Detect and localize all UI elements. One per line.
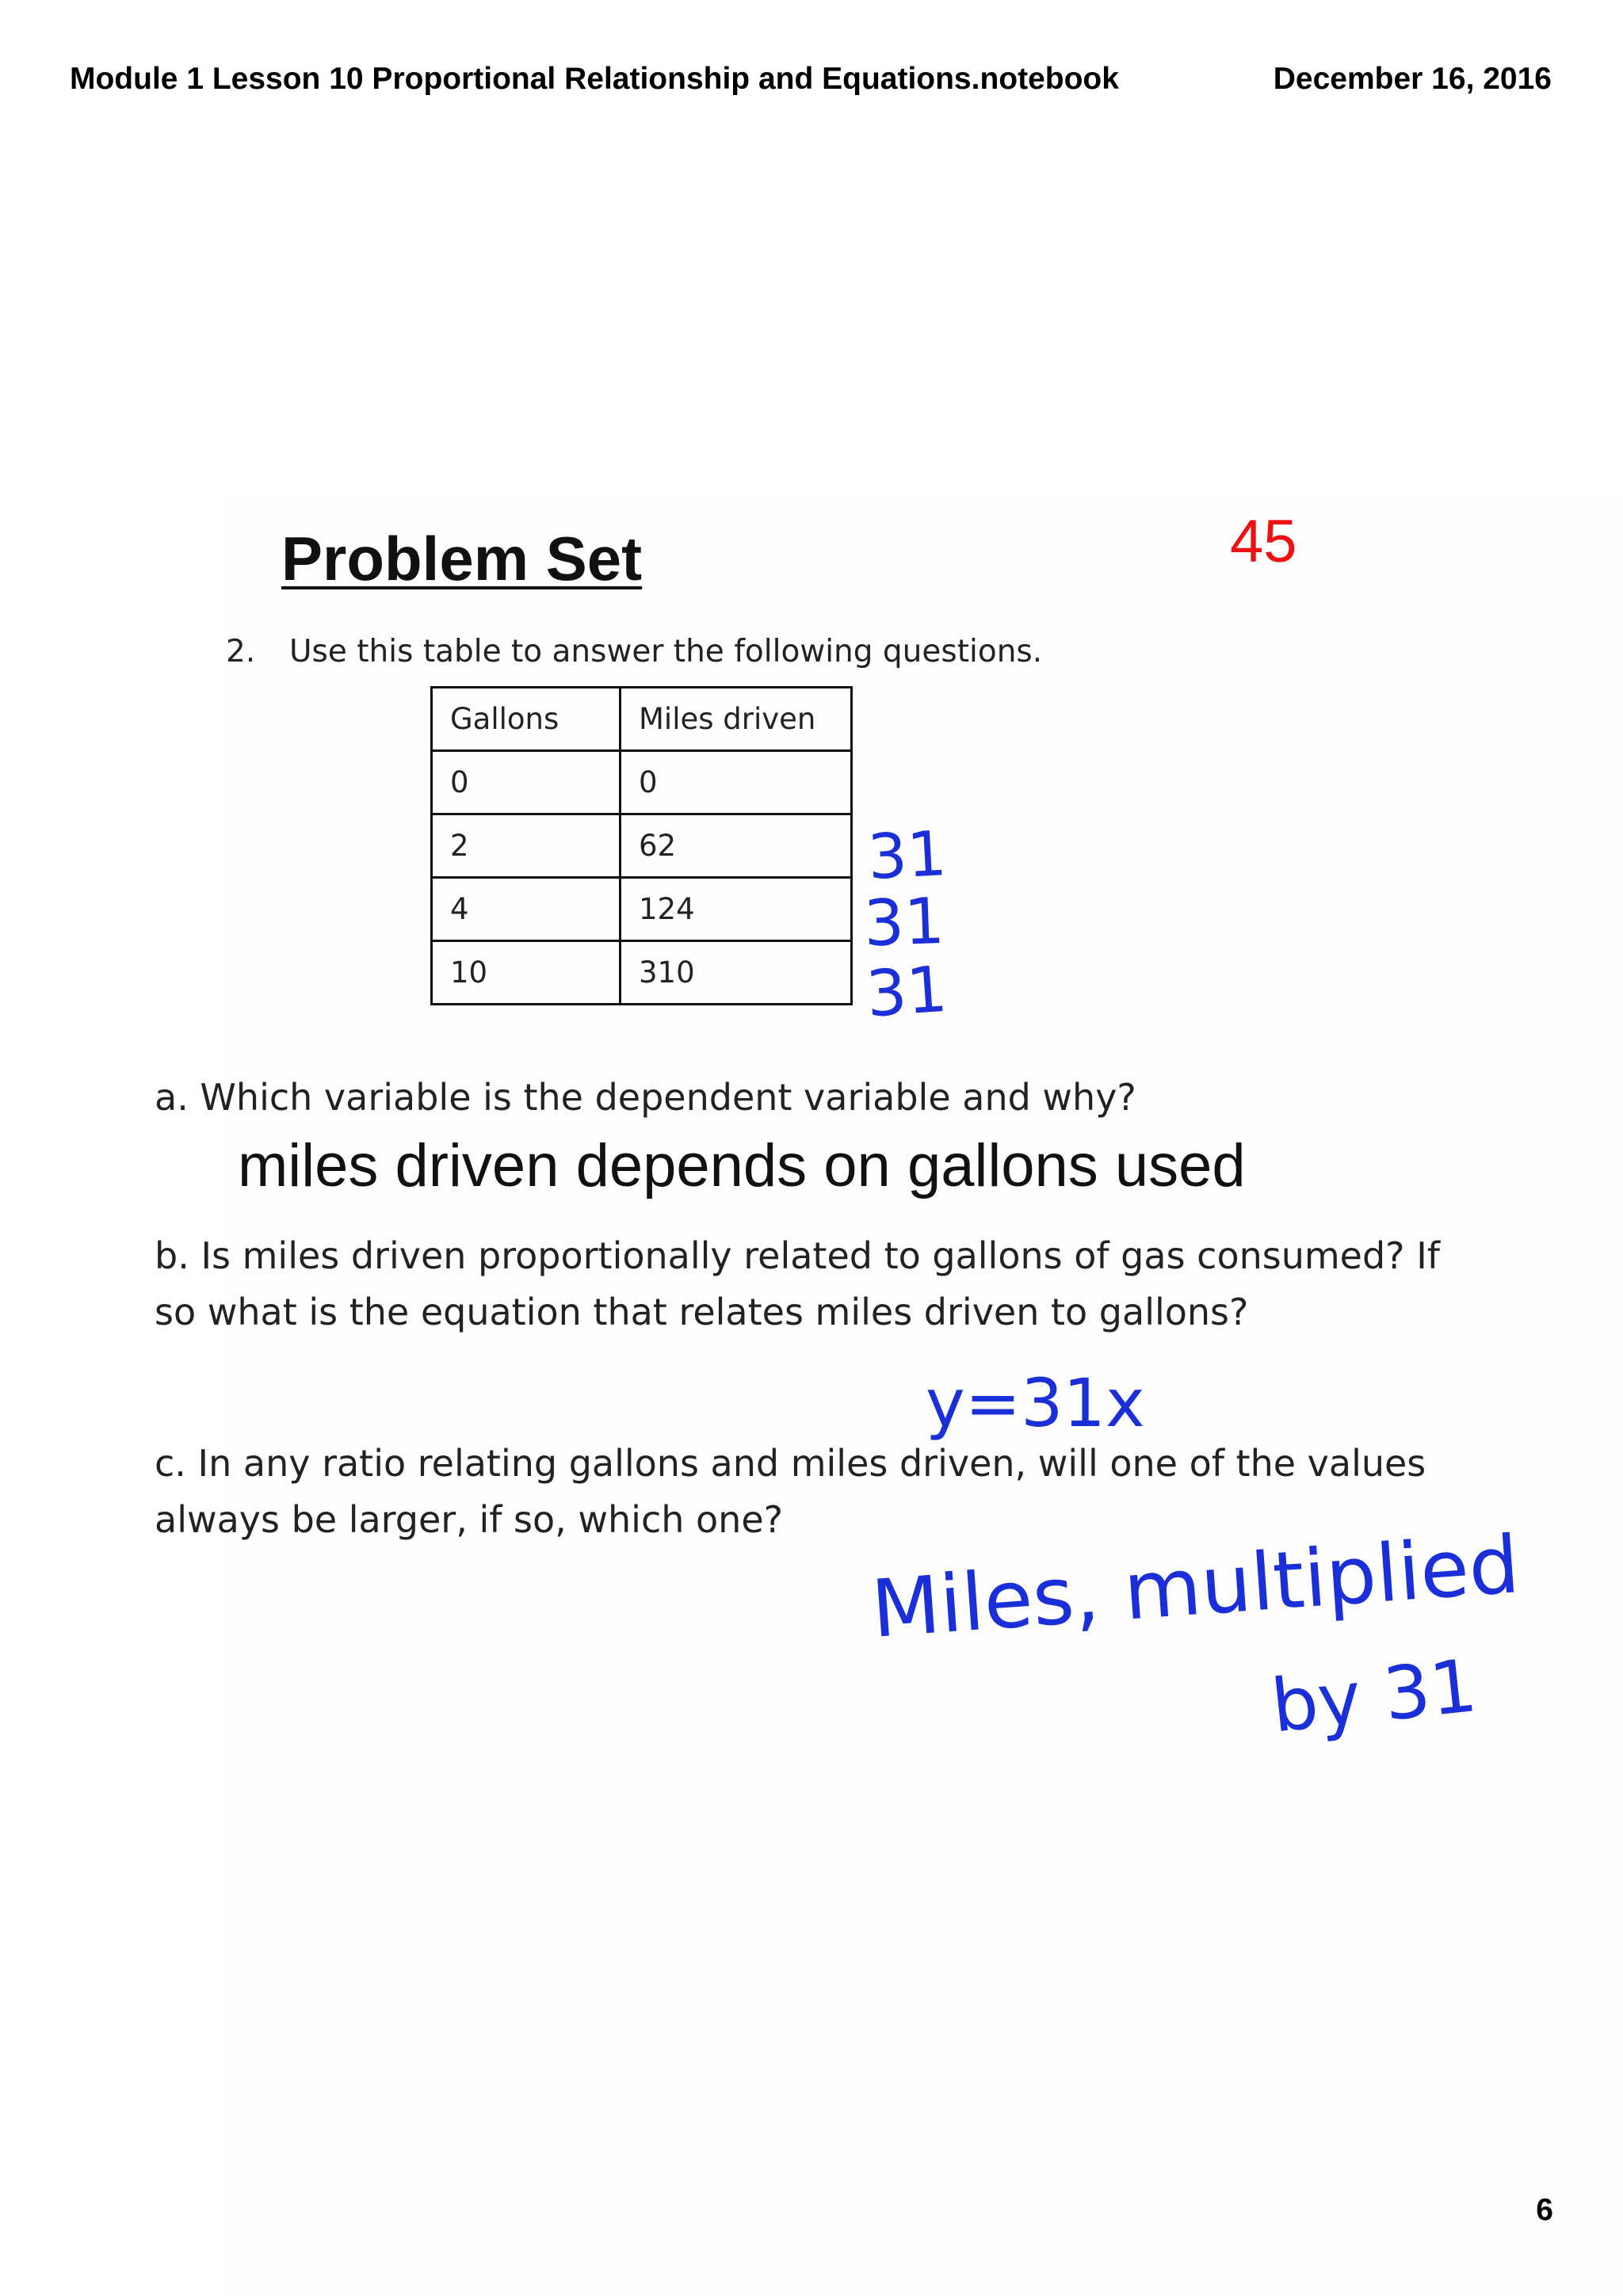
handwritten-equation: y=31x [926, 1364, 1145, 1442]
page-number: 6 [1536, 2193, 1553, 2227]
notebook-date: December 16, 2016 [1273, 62, 1552, 96]
answer-a: miles driven depends on gallons used [238, 1132, 1246, 1199]
gallons-miles-table [430, 686, 853, 1005]
problem-set-title: Problem Set [281, 524, 643, 593]
handwritten-answer-line1: Miles, multiplied [868, 1517, 1522, 1656]
question-a: a. Which variable is the dependent variable and why? [155, 1076, 1136, 1119]
question-intro-text: Use this table to answer the following questions. [289, 634, 1043, 669]
question-number: 2. [226, 634, 256, 669]
handwritten-ratio: 31 [865, 818, 949, 894]
table-cell: 10 [432, 941, 621, 1005]
handwritten-ratio: 31 [864, 952, 950, 1032]
question-b-line1: b. Is miles driven proportionally related to gallons of gas consumed? If [155, 1234, 1440, 1277]
column-header-miles: Miles driven [621, 688, 852, 751]
table-cell: 124 [621, 878, 852, 941]
table-header-row [432, 688, 852, 751]
question-c [155, 1436, 1502, 1548]
notebook-title: Module 1 Lesson 10 Proportional Relationship and Equations.notebook [70, 62, 1119, 96]
table-cell: 4 [432, 878, 621, 941]
table-row [432, 751, 852, 814]
table-cell: 2 [432, 814, 621, 878]
question-b-line2: so what is the equation that relates miles driven to gallons? [155, 1291, 1249, 1333]
column-header-gallons: Gallons [432, 688, 621, 751]
table-cell: 0 [432, 751, 621, 814]
table-row [432, 878, 852, 941]
table-row [432, 941, 852, 1005]
question-c-line2: always be larger, if so, which one? [155, 1498, 784, 1541]
table-cell: 310 [621, 941, 852, 1005]
handwritten-ratio: 31 [862, 883, 946, 961]
handwritten-answer-line2: by 31 [1267, 1643, 1481, 1749]
table-cell: 62 [621, 814, 852, 878]
question-intro [226, 634, 1042, 669]
question-c-line1: c. In any ratio relating gallons and miles driven, will one of the values [155, 1442, 1426, 1485]
table-cell: 0 [621, 751, 852, 814]
page-header [70, 62, 1552, 109]
table-row [432, 814, 852, 878]
marker-number: 45 [1230, 508, 1297, 575]
question-b [155, 1228, 1502, 1341]
